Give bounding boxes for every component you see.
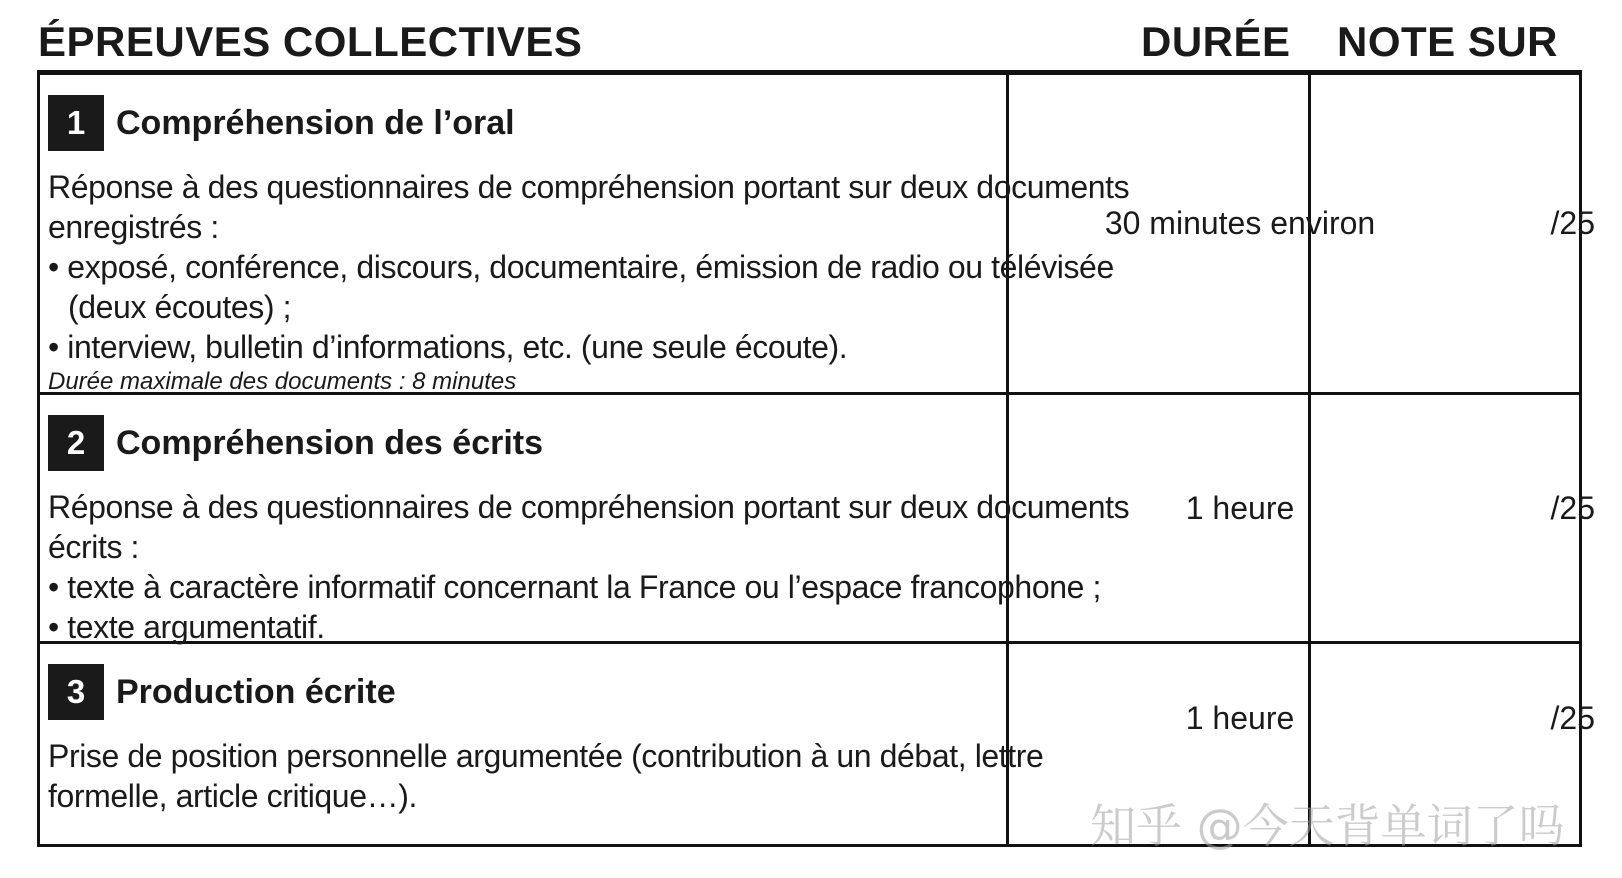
description-line: enregistrés : [48,209,219,245]
description-bullet: • exposé, conférence, discours, documentaire, émission de radio ou télévisée [48,249,1114,285]
score-value: /25 [1550,700,1595,736]
task-cell-3 [48,644,1078,816]
task-description [48,167,1130,367]
task-heading-3 [48,664,1078,720]
task-title: Compréhension des écrits [116,423,544,462]
description-bullet: • texte argumentatif. [48,609,325,645]
table-header [38,14,1586,70]
score-value: /25 [1550,205,1595,241]
header-epreuves: ÉPREUVES COLLECTIVES [38,18,583,65]
task-title: Production écrite [116,672,396,711]
task-heading-2 [48,415,1078,471]
header-note: NOTE SUR [1336,18,1558,65]
exam-table [37,70,1595,847]
task-description [48,736,1078,816]
task-heading-1 [48,95,1078,151]
description-line: Prise de position personnelle argumentée (contribution à un débat, lettre [48,738,1044,774]
task-description [48,487,1130,647]
duree-value: 1 heure [1185,700,1295,736]
task-number-badge: 1 [48,95,104,151]
header-duree: DURÉE [1141,18,1291,65]
task-duration-note: Durée maximale des documents : 8 minutes [48,368,517,395]
table-row-2 [40,395,1595,645]
duree-value: 30 minutes environ [1104,205,1376,241]
score-value: /25 [1550,490,1595,526]
task-cell-2 [48,395,1130,647]
description-bullet: • interview, bulletin d’informations, etc. (une seule écoute). [48,329,848,365]
duree-value: 1 heure [1185,490,1295,526]
description-bullet: • texte à caractère informatif concernant la France ou l’espace francophone ; [48,569,1101,605]
task-number-badge: 2 [48,415,104,471]
description-line: (deux écoutes) ; [68,289,292,325]
task-title: Compréhension de l’oral [116,103,515,142]
description-line: formelle, article critique…). [48,778,417,814]
task-number-badge: 3 [48,664,104,720]
description-line: Réponse à des questionnaires de compréhension portant sur deux documents [48,169,1130,205]
description-line: Réponse à des questionnaires de compréhension portant sur deux documents [48,489,1130,525]
description-line: écrits : [48,529,140,565]
table-row-1 [40,75,1595,395]
task-cell-1 [48,75,1130,397]
watermark-text: 知乎 @今天背单词了吗 [1090,799,1565,853]
